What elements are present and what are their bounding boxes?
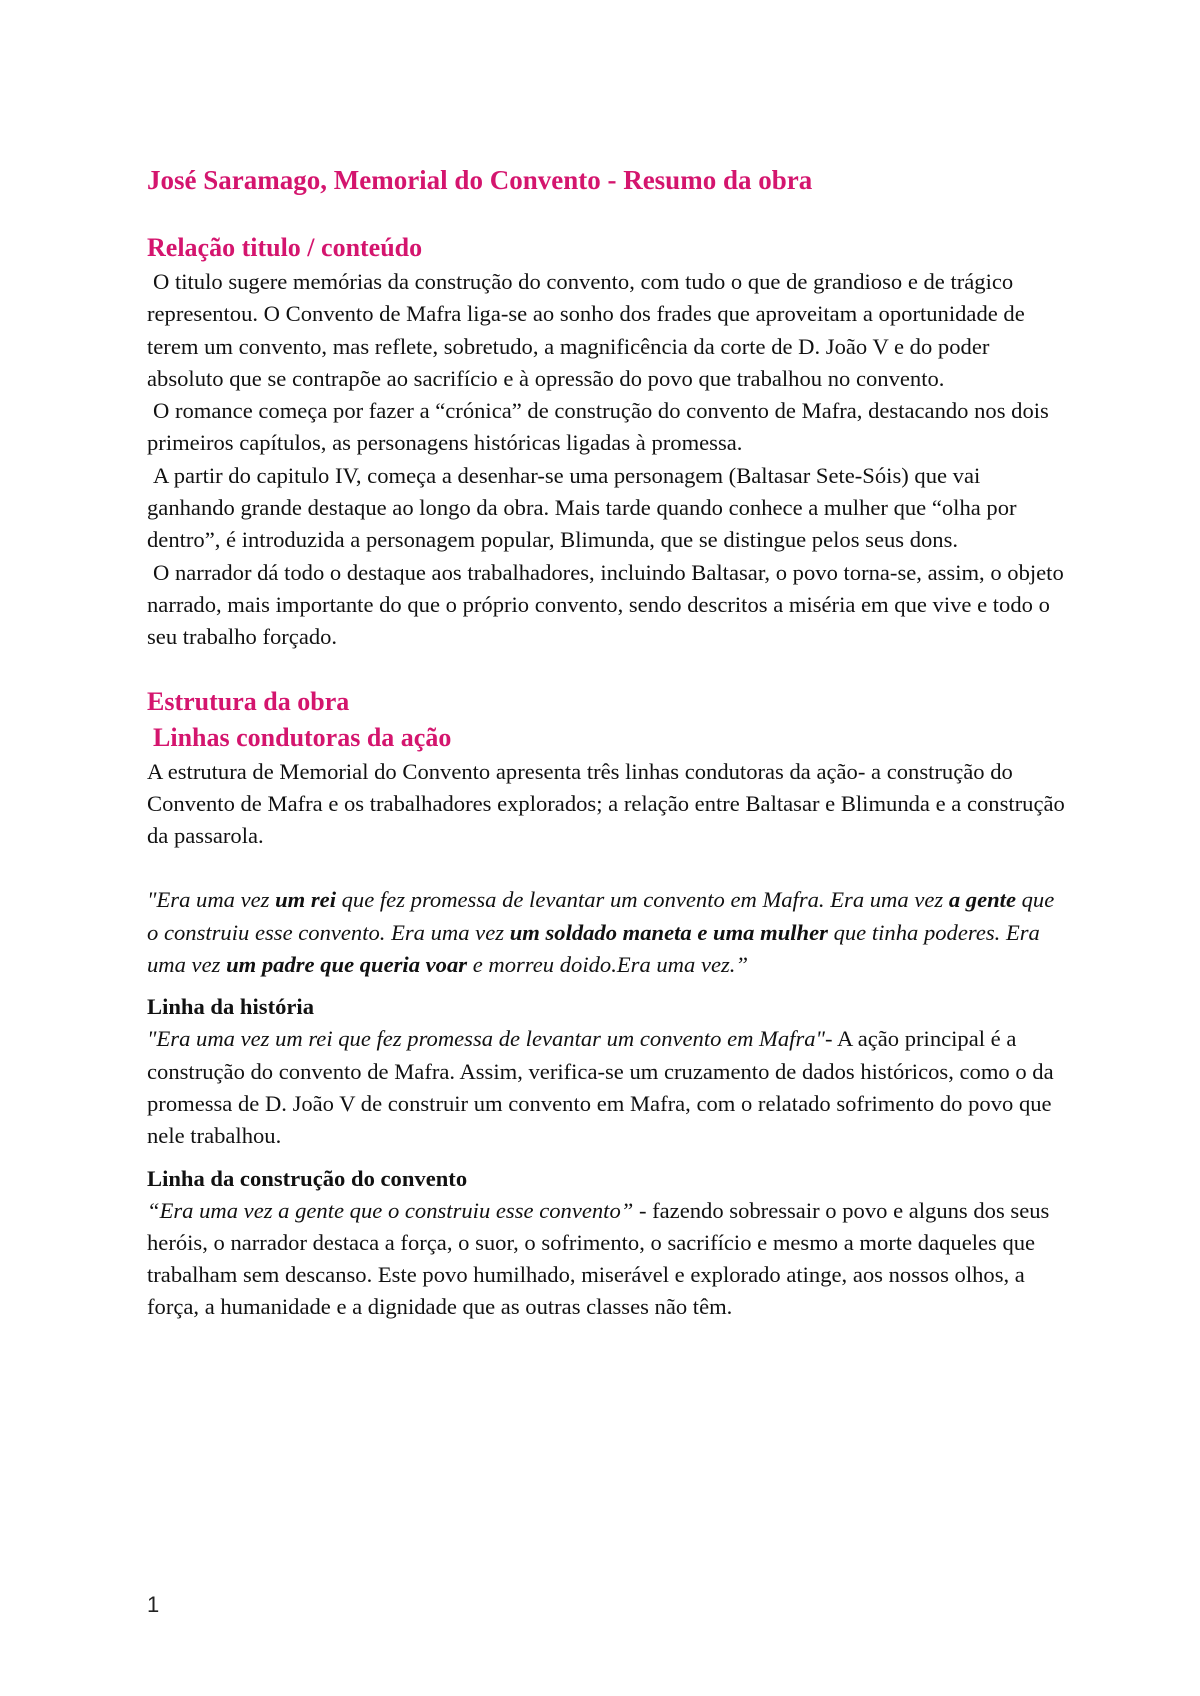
paragraph-linha-construcao	[147, 1195, 1067, 1324]
paragraph-text: - A ação principal é a construção do convento de Mafra. Assim, verifica-se um cruzamento de dados históricos, como o da promessa de D. João V de construir um convento em Mafra, com o relatado sofrimento do povo que nele trabalhou.	[147, 1026, 1054, 1149]
quote-part: e morreu doido.Era uma vez.”	[467, 952, 749, 978]
paragraph: A partir do capitulo IV, começa a desenhar-se uma personagem (Baltasar Sete-Sóis) que vai ganhando grande destaque ao longo da obra. Mais tarde quando conhece a mulher que “olha por dentro”, é introduzida a personagem popular, Blimunda, que se distingue pelos seus dons.	[147, 462, 1017, 553]
paragraph-intro: A estrutura de Memorial do Convento apresenta três linhas condutoras da ação- a construção do Convento de Mafra e os trabalhadores explorados; a relação entre Baltasar e Blimunda e a construção da passarola.	[147, 758, 1065, 849]
quote-part: que o construiu esse convento. Era uma vez	[147, 887, 1055, 945]
paragraph-linha-historia	[147, 1023, 1067, 1152]
paragraph-text: - fazendo sobressair o povo e alguns dos seus heróis, o narrador destaca a força, o suor, o sofrimento, o sacrifício e mesmo a morte daqueles que trabalham sem descanso. Este povo humilhado, miserável e explorado atinge, aos nossos olhos, a força, a humanidade e a dignidade que as outras classes não têm.	[147, 1197, 1050, 1320]
document-page	[147, 158, 1067, 1324]
quote-emphasis: um soldado maneta e uma mulher	[509, 919, 828, 945]
page-number: 1	[147, 1592, 160, 1617]
subsection-heading-linha-historia: Linha da história	[147, 994, 314, 1020]
quote-part: que tinha poderes. Era uma vez	[147, 919, 1040, 978]
subheading-linhas-condutoras: Linhas condutoras da ação	[153, 722, 452, 752]
quote-emphasis: a gente	[948, 887, 1016, 913]
subsection-heading-linha-construcao: Linha da construção do convento	[147, 1165, 468, 1191]
quote-emphasis: um rei	[275, 887, 336, 913]
paragraph: O titulo sugere memórias da construção do convento, com tudo o que de grandioso e de trágico representou. O Convento de Mafra liga-se ao sonho dos frades que aproveitam a oportunidade de terem um convento, mas reflete, sobretudo, a magnificência da corte de D. João V e do poder absoluto que se contrapõe ao sacrifício e à opressão do povo que trabalhou no convento.	[147, 269, 1025, 391]
section-heading-relacao: Relação titulo / conteúdo	[147, 233, 423, 262]
quote-block	[147, 884, 1067, 981]
quote-part: "Era uma vez	[147, 887, 276, 913]
document-title: José Saramago, Memorial do Convento - Resumo da obra	[147, 165, 813, 195]
inline-quote: "Era uma vez um rei que fez promessa de levantar um convento em Mafra"	[147, 1026, 826, 1052]
quote-emphasis: um padre que queria voar	[226, 952, 468, 978]
paragraph: O romance começa por fazer a “crónica” de construção do convento de Mafra, destacando nos dois primeiros capítulos, as personagens históricas ligadas à promessa.	[147, 398, 1049, 456]
inline-quote: “Era uma vez a gente que o construiu esse convento”	[147, 1197, 634, 1223]
section-heading-estrutura: Estrutura da obra	[147, 686, 350, 716]
quote-part: que fez promessa de levantar um convento em Mafra. Era uma vez	[335, 887, 949, 913]
paragraph: O narrador dá todo o destaque aos trabalhadores, incluindo Baltasar, o povo torna-se, assim, o objeto narrado, mais importante do que o próprio convento, sendo descritos a miséria em que vive e todo o seu trabalho forçado.	[147, 559, 1064, 650]
